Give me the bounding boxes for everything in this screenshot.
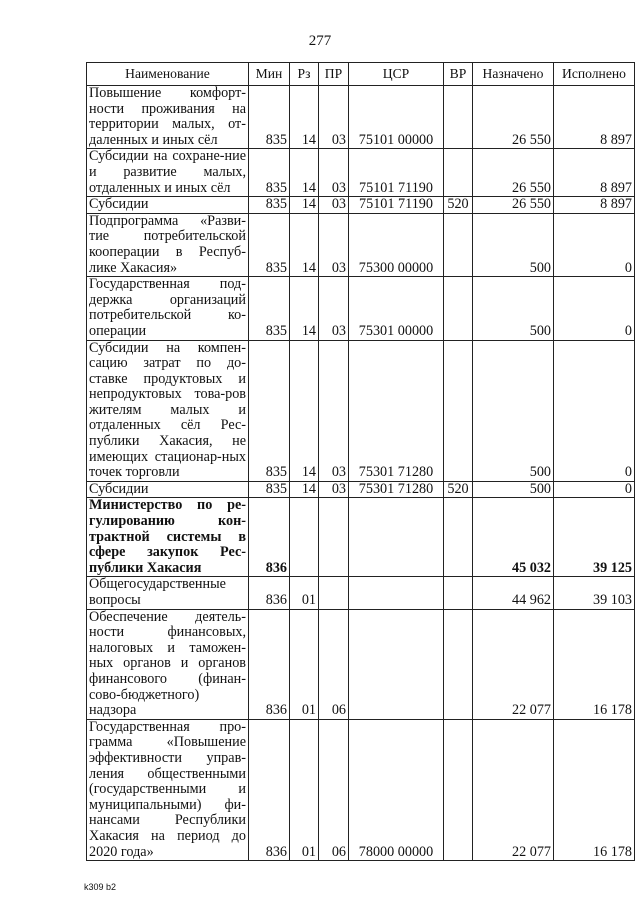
row-rz: 01 [290,577,319,609]
footer-code: k309 b2 [84,882,117,892]
row-vr [444,340,473,481]
row-csr: 75101 71190 [349,149,444,197]
row-csr: 75301 71280 [349,340,444,481]
row-vr [444,277,473,340]
row-pr: 06 [319,719,349,860]
row-rz: 14 [290,197,319,214]
header-csr: ЦСР [349,63,444,86]
row-csr: 75301 00000 [349,277,444,340]
row-min: 835 [249,86,290,149]
row-name: Субсидии на компен-сацию затрат по до-ставке продуктовых и непродуктовых това-ров жителям малых и отдаленных сёл Рес-публики Хакасия, не имеющих стационар-ных точек торговли [87,340,249,481]
header-pr: ПР [319,63,349,86]
row-executed: 16 178 [554,719,635,860]
row-name: Подпрограмма «Разви-тие потребительской кооперации в Респуб-лике Хакасия» [87,213,249,276]
row-executed: 8 897 [554,197,635,214]
row-assigned: 22 077 [473,719,554,860]
row-rz: 14 [290,277,319,340]
table-row [87,213,635,276]
row-name: Субсидии [87,197,249,214]
row-pr: 03 [319,340,349,481]
row-min: 835 [249,340,290,481]
row-name: Субсидии [87,481,249,498]
row-pr: 03 [319,149,349,197]
header-vr: ВР [444,63,473,86]
row-pr: 03 [319,86,349,149]
table-row [87,609,635,719]
row-min: 835 [249,197,290,214]
header-min: Мин [249,63,290,86]
row-pr [319,577,349,609]
row-min: 836 [249,719,290,860]
row-csr: 78000 00000 [349,719,444,860]
row-min: 835 [249,149,290,197]
row-csr [349,609,444,719]
row-name: Повышение комфорт-ности проживания на территории малых, от-даленных и иных сёл [87,86,249,149]
row-vr [444,149,473,197]
row-pr: 06 [319,609,349,719]
row-assigned: 500 [473,277,554,340]
row-name: Министерство по ре-гулированию кон-трактной системы в сфере закупок Рес-публики Хакасия [87,498,249,577]
table-row [87,149,635,197]
row-vr [444,498,473,577]
table-row [87,498,635,577]
row-executed: 8 897 [554,86,635,149]
page-number: 277 [308,33,332,49]
row-min: 835 [249,481,290,498]
row-executed: 8 897 [554,149,635,197]
row-executed: 0 [554,481,635,498]
row-pr: 03 [319,277,349,340]
row-assigned: 500 [473,481,554,498]
table-row [87,340,635,481]
table-row [87,86,635,149]
row-assigned: 26 550 [473,149,554,197]
header-assigned: Назначено [473,63,554,86]
row-assigned: 26 550 [473,86,554,149]
row-assigned: 44 962 [473,577,554,609]
row-vr: 520 [444,481,473,498]
table-row [87,577,635,609]
row-executed: 0 [554,340,635,481]
row-rz [290,498,319,577]
row-vr [444,609,473,719]
row-rz: 14 [290,213,319,276]
row-assigned: 500 [473,213,554,276]
table-row [87,719,635,860]
row-csr: 75101 00000 [349,86,444,149]
row-csr [349,498,444,577]
row-pr: 03 [319,197,349,214]
table-header-row [87,63,635,86]
row-pr: 03 [319,481,349,498]
header-executed: Исполнено [554,63,635,86]
row-executed: 0 [554,213,635,276]
row-min: 836 [249,609,290,719]
row-name: Государственная под-держка организаций потребительской ко-операции [87,277,249,340]
row-executed: 39 125 [554,498,635,577]
row-executed: 16 178 [554,609,635,719]
table-row [87,481,635,498]
row-vr [444,719,473,860]
row-rz: 14 [290,86,319,149]
row-name: Обеспечение деятель-ности финансовых, налоговых и таможен-ных органов и органов финансового (финан-сово-бюджетного) надзора [87,609,249,719]
row-executed: 0 [554,277,635,340]
row-min: 836 [249,577,290,609]
table-row [87,197,635,214]
row-rz: 14 [290,481,319,498]
row-min: 836 [249,498,290,577]
row-csr: 75301 71280 [349,481,444,498]
row-rz: 01 [290,719,319,860]
row-assigned: 22 077 [473,609,554,719]
row-vr [444,577,473,609]
row-vr [444,213,473,276]
row-min: 835 [249,213,290,276]
header-name: Наименование [87,63,249,86]
row-csr [349,577,444,609]
row-assigned: 26 550 [473,197,554,214]
row-assigned: 500 [473,340,554,481]
row-csr: 75300 00000 [349,213,444,276]
row-min: 835 [249,277,290,340]
budget-table [86,62,635,861]
row-vr: 520 [444,197,473,214]
row-rz: 14 [290,149,319,197]
row-pr [319,498,349,577]
row-vr [444,86,473,149]
row-csr: 75101 71190 [349,197,444,214]
table-row [87,277,635,340]
row-name: Общегосударственные вопросы [87,577,249,609]
row-rz: 14 [290,340,319,481]
row-rz: 01 [290,609,319,719]
row-pr: 03 [319,213,349,276]
row-name: Субсидии на сохране-ние и развитие малых, отдаленных и иных сёл [87,149,249,197]
header-rz: Рз [290,63,319,86]
row-name: Государственная про-грамма «Повышение эффективности управ-ления общественными (государственными и муниципальными) фи-нансами Республики Хакасия на период до 2020 года» [87,719,249,860]
row-executed: 39 103 [554,577,635,609]
row-assigned: 45 032 [473,498,554,577]
